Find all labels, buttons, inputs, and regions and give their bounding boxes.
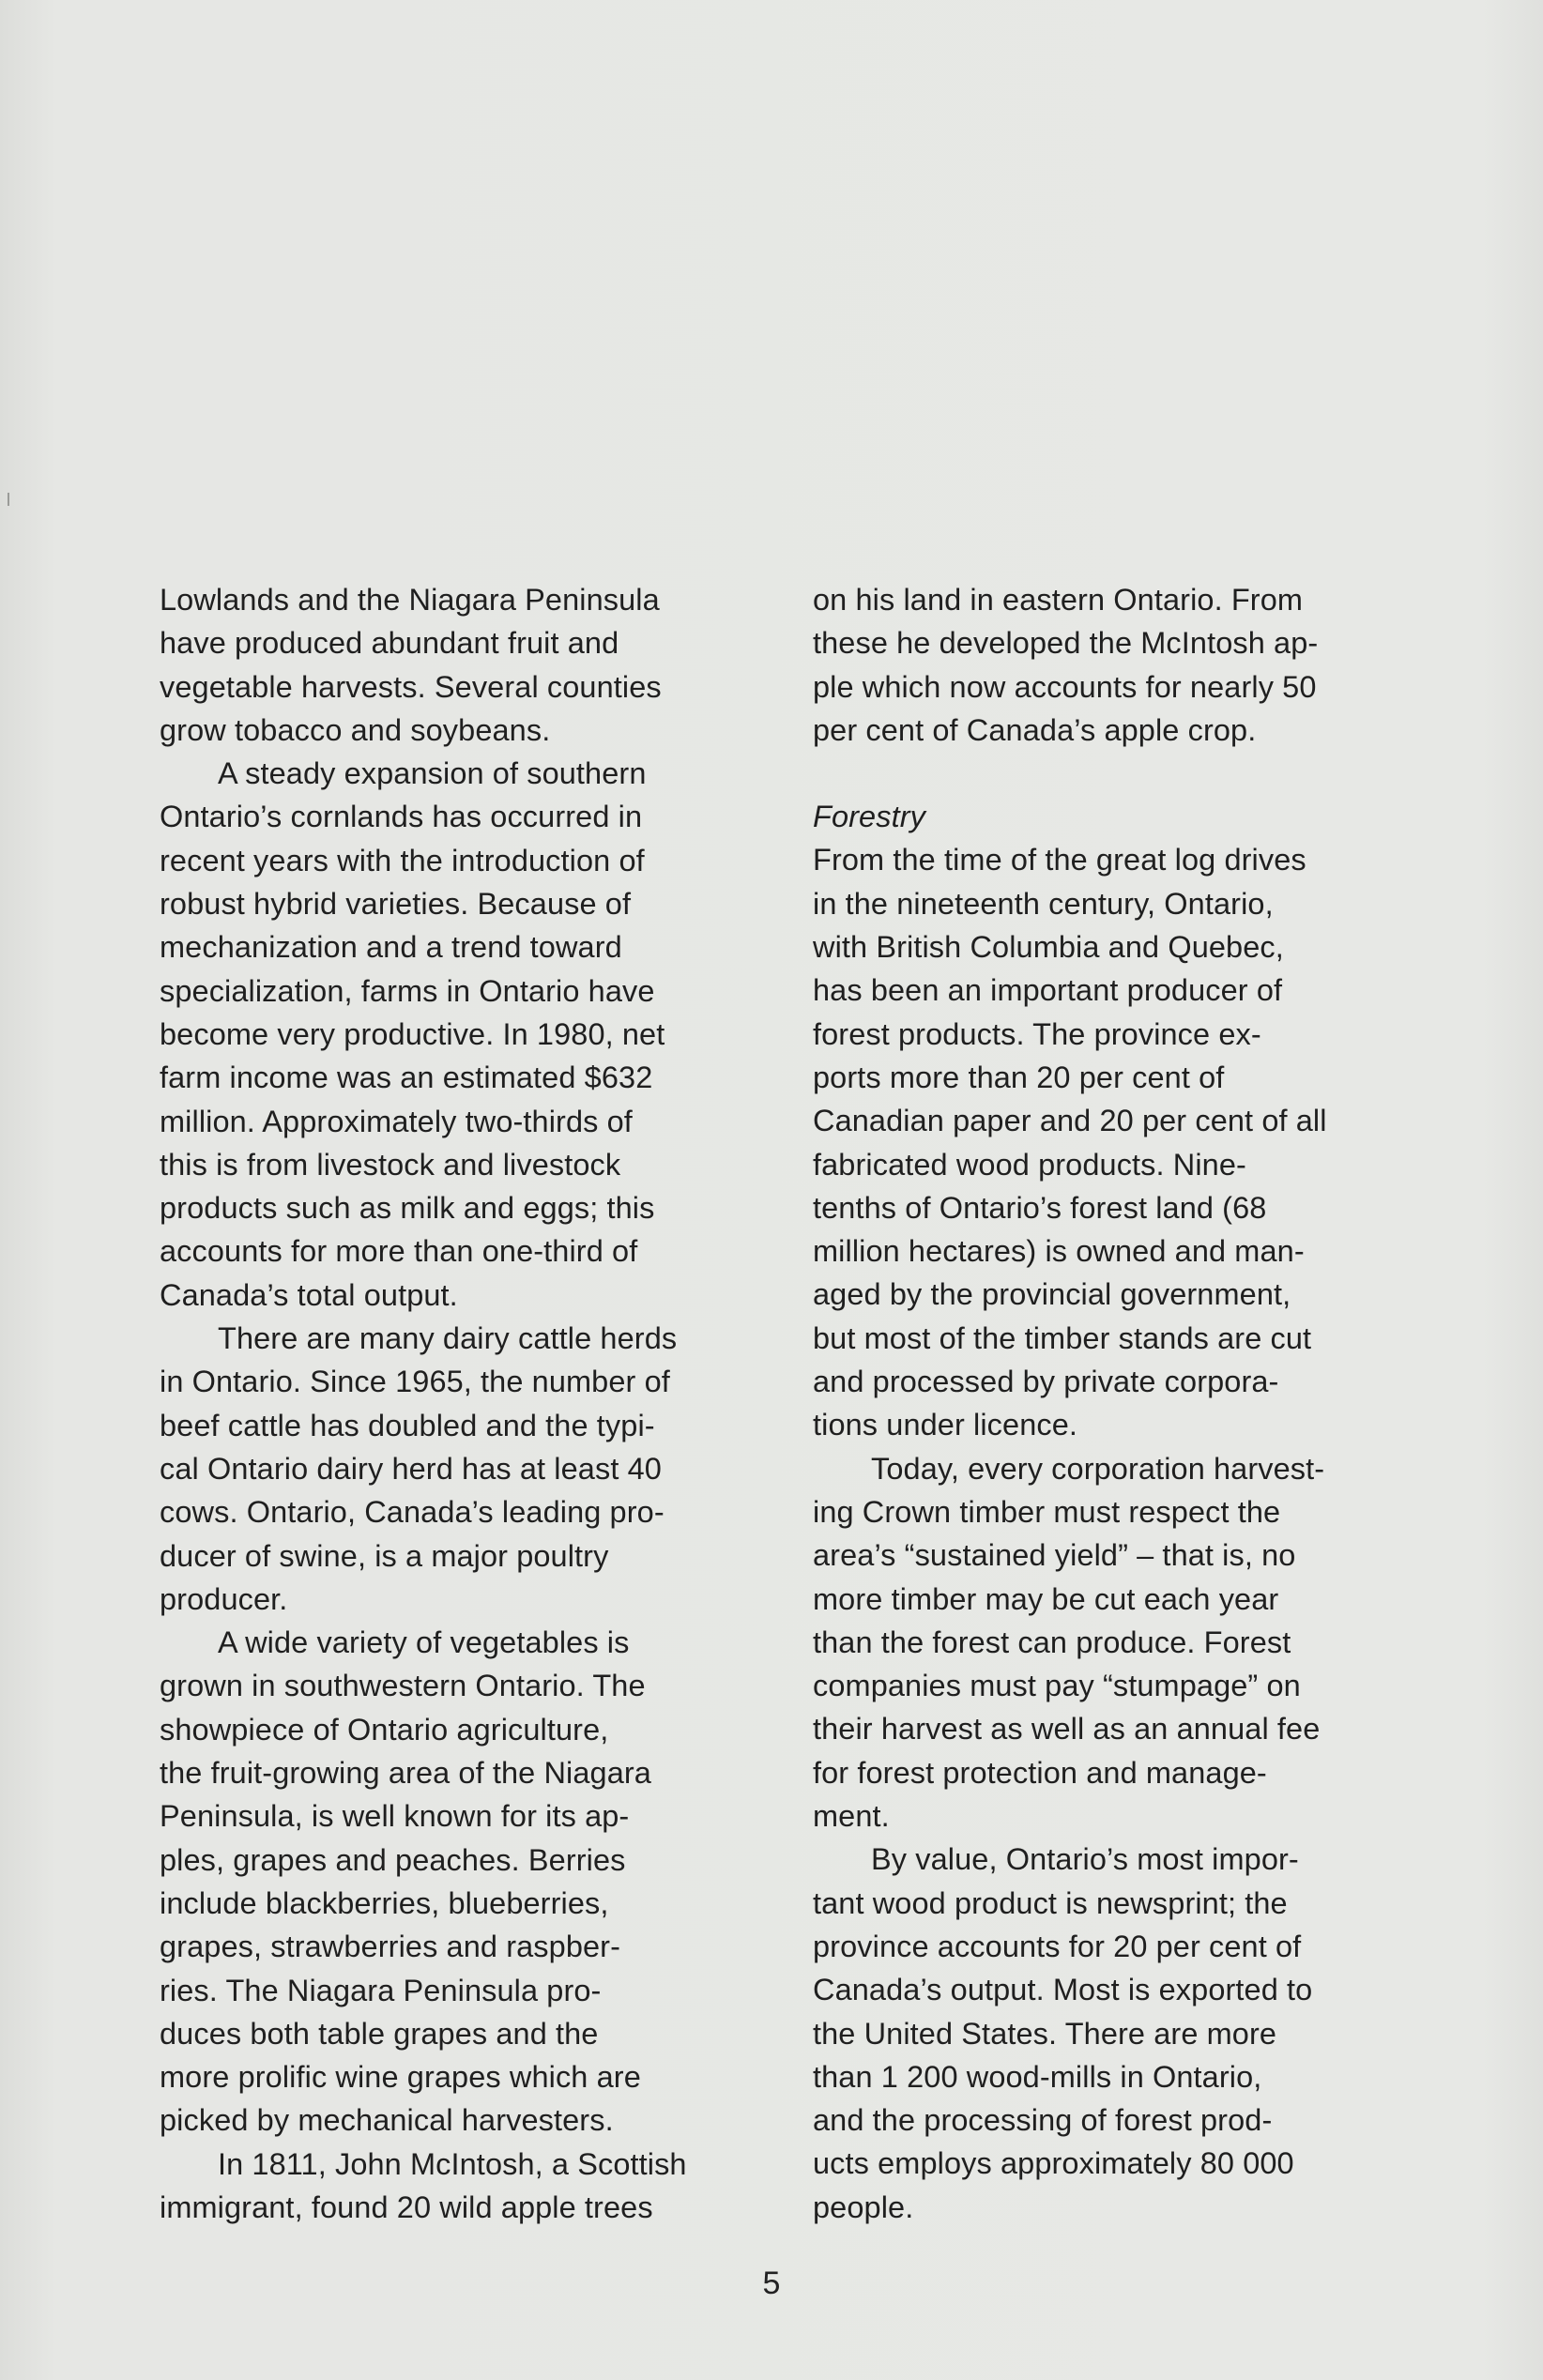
paragraph-lowlands: Lowlands and the Niagara Peninsula have produced abundant fruit and vegetable harvests. Several counties grow tobacco and soybeans. (160, 583, 662, 747)
scan-mark (8, 493, 9, 506)
paragraph-vegetables: A wide variety of vegetables is grown in southwestern Ontario. The showpiece of Ontario agriculture, the fruit-growing area of the Niagara Peninsula, is well known for its ap- ples, grapes and peaches. Berries include blackberries, blueberries, grapes, strawberries and raspber- ries. The Niagara Peninsula pro- duces both table grapes and the more prolific wine grapes which are picked by mechanical harvesters. (160, 1625, 651, 2138)
section-heading-forestry: Forestry (813, 800, 925, 834)
paragraph-dairy: There are many dairy cattle herds in Ontario. Since 1965, the number of beef cattle has doubled and the typi- cal Ontario dairy herd has at least 40 cows. Ontario, Canada’s leading pro- ducer of swine, is a major poultry producer. (160, 1321, 678, 1616)
right-column (813, 578, 1451, 2229)
paragraph-forestry-history: From the time of the great log drives in the nineteenth century, Ontario, with British Columbia and Quebec, has been an important producer of forest products. The province ex- ports more than 20 per cent of Canadian paper and 20 per cent of all fabricated wood products. Nine- tenths of Ontario’s forest land (68 million hectares) is owned and man- aged by the provincial government, but most of the timber stands are cut and processed by private corpora- tions under licence. (813, 843, 1327, 1442)
page-number: 5 (762, 2266, 781, 2301)
left-column (160, 578, 788, 2229)
paragraph-sustained-yield: Today, every corporation harvest- ing Crown timber must respect the area’s “sustained yield” – that is, no more timber may be cut each year than the forest can produce. Forest companies must pay “stumpage” on their harvest as well as an annual fee for forest protection and manage- ment. (813, 1451, 1325, 1834)
paragraph-cornlands: A steady expansion of southern Ontario’s cornlands has occurred in recent years with the introduction of robust hybrid varieties. Because of mechanization and a trend toward specialization, farms in Ontario have become very productive. In 1980, net farm income was an estimated $632 million. Approximately two-thirds of this is from livestock and livestock products such as milk and eggs; this accounts for more than one-third of Canada’s total output. (160, 756, 665, 1312)
paragraph-newsprint: By value, Ontario’s most impor- tant wood product is newsprint; the province accounts for 20 per cent of Canada’s output. Most is exported to the United States. There are more than 1 200 wood-mills in Ontario, and the processing of forest prod- ucts employs approximately 80 000 people. (813, 1842, 1313, 2224)
paragraph-apple: on his land in eastern Ontario. From these he developed the McIntosh ap- ple which now accounts for nearly 50 per cent of Canada’s apple crop. (813, 583, 1319, 747)
paragraph-mcintosh: In 1811, John McIntosh, a Scottish immigrant, found 20 wild apple trees (160, 2146, 687, 2224)
